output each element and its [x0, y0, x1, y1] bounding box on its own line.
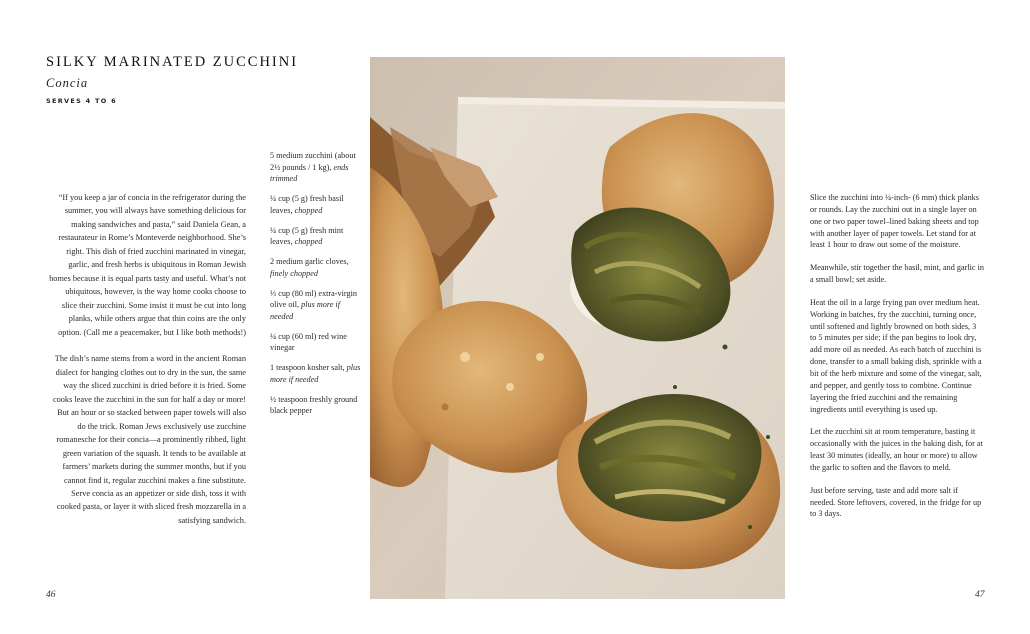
ingredient-text: 5 medium zucchini (about 2½ pounds / 1 kg), [270, 151, 356, 172]
ingredient-text: ⅓ cup (80 ml) extra-virgin olive oil, [270, 288, 357, 309]
method-step: Heat the oil in a large frying pan over medium heat. Working in batches, fry the zucchini, turning once, until softened and lightly browned on both sides, 3 to 5 minutes per side; if the pan begins to look dry, add more oil as needed. As each batch of zucchini is done, transfer to a small baking dish, sprinkle with a bit of the herb mixture and some of the vinegar, salt, and pepper, and gently toss to combine. Continue layering the fried zucchini and the remaining ingredients until everything is used up. [810, 297, 982, 414]
page-number-right: 47 [975, 590, 985, 600]
ingredient-text: ¼ cup (5 g) fresh mint leaves, [270, 225, 344, 246]
ingredient-item [270, 362, 362, 385]
method-step: Meanwhile, stir together the basil, mint, and garlic in a small bowl; set aside. [810, 263, 984, 285]
ingredient-note: plus more if needed [270, 300, 340, 321]
method-step: Let the zucchini sit at room temperature, basting it occasionally with the juices in the baking dish, for at least 30 minutes (ideally, an hour or more) to allow the garlic to soften and the flavors to meld. [810, 427, 983, 472]
ingredient-item [270, 331, 362, 354]
ingredient-item [270, 225, 362, 248]
intro-paragraph: The dish’s name stems from a word in the ancient Roman dialect for hanging clothes out to dry in the sun, the same way the sliced zucchini is dried before it is fried. Some cooks leave the zucchini in the sun for half a day or more! But an hour or so stacked between paper towels will also do the trick. Roman Jews exclusively use zucchine romanesche for their concia—a prominently ribbed, light green variation of the squash. It tends to be available at farmers’ markets during the summer months, but if you cannot find it, regular zucchini makes a fine substitute. Serve concia as an appetizer or side dish, toss it with cooked pasta, or layer it with sliced fresh mozzarella in a satisfying sandwich. [52, 354, 246, 525]
ingredient-text: ½ teaspoon freshly ground black pepper [270, 394, 358, 415]
ingredient-note: finely chopped [270, 268, 318, 278]
intro-paragraph: “If you keep a jar of concia in the refrigerator during the summer, you will always have something delicious for making sandwiches and pasta,” said Daniela Gean, a restaurateur in Rome’s Monteverde neighborhood. She’s right. This dish of fried zucchini marinated in vinegar, garlic, and fresh herbs is ubiquitous in Roman Jewish homes because it is equal parts tasty and useful. What’s not ubiquitous, however, is the way home cooks choose to slice their zucchini. Some insist it must be cut into long planks, while others argue that thin coins are the only option. (Call me a peacemaker, but I like both methods!) [49, 193, 246, 337]
ingredient-text: 1 teaspoon kosher salt, [270, 363, 347, 372]
food-photo [370, 57, 785, 599]
page-number-left: 46 [46, 590, 56, 600]
ingredient-note: chopped [294, 237, 323, 246]
recipe-subtitle: Concia [46, 76, 89, 90]
ingredient-item [270, 193, 362, 216]
ingredient-note: chopped [294, 205, 323, 215]
method-step: Just before serving, taste and add more salt if needed. Store leftovers, covered, in the fridge for up to 3 days. [810, 485, 982, 519]
serves-label: SERVES 4 TO 6 [46, 97, 117, 105]
method-step: Slice the zucchini into ¼-inch- (6 mm) thick planks or rounds. Lay the zucchini out in a single layer on one or two paper towel–lined baking sheets and top with another layer of paper towels. Let stand for at least 1 hour to draw out some of the moisture. [810, 193, 979, 250]
ingredient-item [270, 150, 362, 185]
ingredient-text: ¼ cup (60 ml) red wine vinegar [270, 331, 347, 352]
ingredient-text: ¼ cup (5 g) fresh basil leaves, [270, 194, 344, 215]
ingredient-item [270, 288, 362, 323]
ingredient-note: ends trimmed [270, 162, 349, 183]
recipe-title: SILKY MARINATED ZUCCHINI [46, 54, 299, 70]
ingredient-list [270, 150, 362, 425]
ingredient-text: 2 medium garlic cloves, [270, 257, 349, 266]
method-text [810, 192, 984, 531]
intro-text [48, 191, 246, 541]
ingredient-note: plus more if needed [270, 363, 361, 384]
ingredient-item [270, 394, 362, 417]
ingredient-item [270, 256, 362, 279]
